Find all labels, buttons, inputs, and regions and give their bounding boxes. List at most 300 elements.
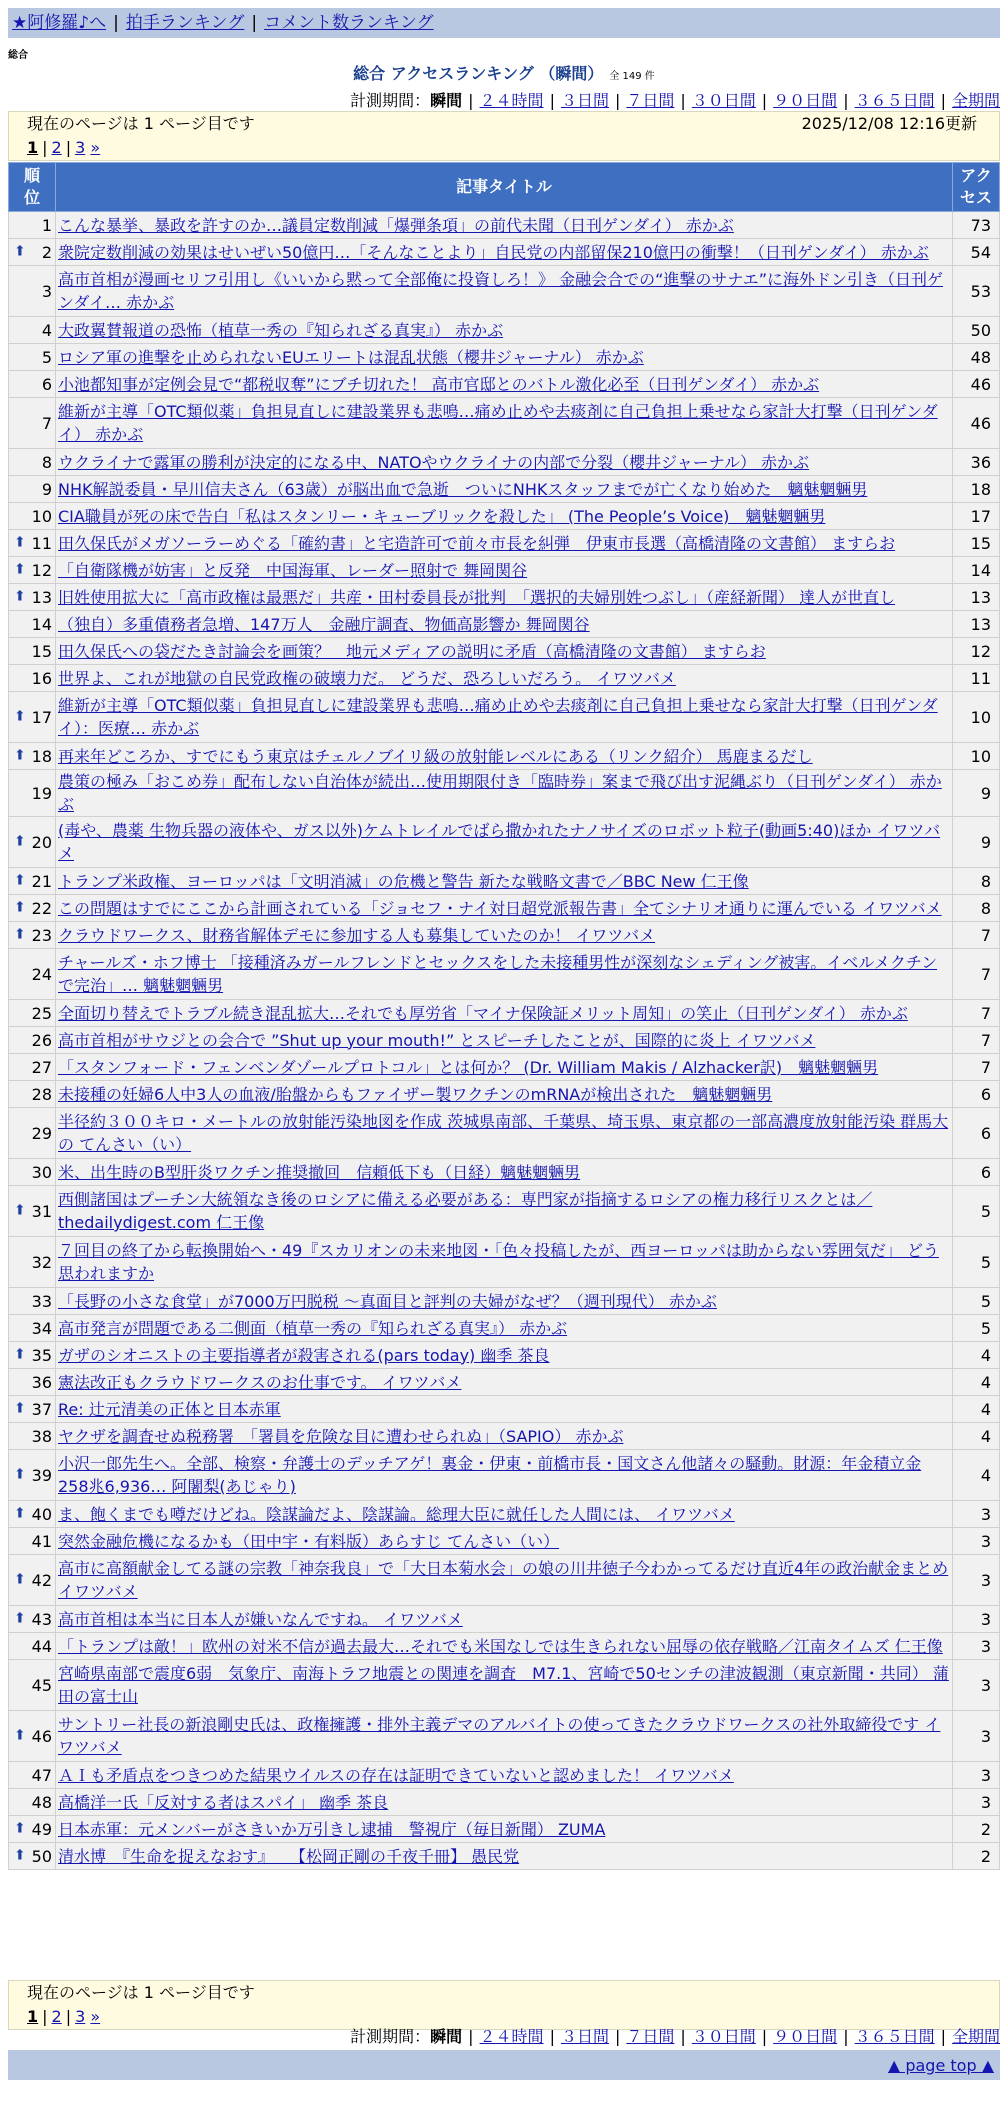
period-link[interactable]: ３６５日間 [854,2027,935,2046]
rank-cell [9,770,56,817]
access-count: 7 [953,949,1000,1000]
pager-link[interactable]: 2 [51,138,62,157]
article-link[interactable]: 衆院定数削減の効果はせいぜい50億円…「そんなことより」自民党の内部留保210億円の衝撃！（日刊ゲンダイ） 赤かぶ [58,242,929,262]
period-link[interactable]: ９０日間 [773,2027,838,2046]
table-row [9,1369,1000,1396]
article-link[interactable]: 「長野の小さな食堂」が7000万円脱税 ～真面目と評判の夫婦がなぜ？（週刊現代） 赤かぶ [58,1291,717,1311]
table-row [9,868,1000,895]
pager-separator: | [65,2007,72,2026]
article-link[interactable]: ＡＩも矛盾点をつきつめた結果ウイルスの存在は証明できていないと認めました！ イワツバメ [58,1765,734,1785]
period-separator: | [468,2027,474,2046]
nav-separator: | [113,13,119,33]
article-link[interactable]: 「トランプは敵！」欧州の対米不信が過去最大…それでも米国なしでは生きられない屈辱の依存戦略／江南タイムズ 仁王像 [58,1636,943,1656]
period-link[interactable]: ３日間 [560,91,609,110]
rank-cell [9,344,56,371]
period-separator: | [843,2027,849,2046]
article-link[interactable]: チャールズ・ホフ博士 「接種済みガールフレンドとセックスをした未接種男性が深刻なシェディング被害。イベルメクチンで完治」… 魑魅魍魎男 [58,953,938,995]
title-cell [56,638,953,665]
table-row [9,895,1000,922]
up-arrow-icon: ⬆ [14,534,26,551]
table-row [9,1762,1000,1789]
rank-number: 48 [31,1792,52,1812]
rank-number: 9 [41,479,52,499]
access-count: 13 [953,584,1000,611]
title-cell [56,1237,953,1288]
rank-cell [9,743,56,770]
rank-cell [9,584,56,611]
title-cell [56,1000,953,1027]
page-title [0,61,1008,84]
period-link[interactable]: ３６５日間 [854,91,935,110]
table-row [9,503,1000,530]
title-cell [56,692,953,743]
access-count: 11 [953,665,1000,692]
table-row [9,1555,1000,1606]
rank-cell [9,266,56,317]
access-count: 8 [953,895,1000,922]
access-count: 3 [953,1606,1000,1633]
title-cell [56,1108,953,1159]
access-count: 3 [953,1762,1000,1789]
title-cell [56,449,953,476]
rank-cell [9,1369,56,1396]
rank-number: 45 [31,1675,52,1695]
table-row [9,1237,1000,1288]
pager-current: 1 [27,2007,39,2026]
period-separator: | [614,91,621,110]
article-link[interactable]: こんな暴挙、暴政を許すのか…議員定数削減「爆弾条項」の前代未聞（日刊ゲンダイ） 赤かぶ [58,215,734,235]
article-link[interactable]: 維新が主導「OTC類似薬」負担見直しに建設業界も悲鳴…痛め止めや去痰剤に自己負担上乗せなら家計大打撃（日刊ゲンダイ） 赤かぶ [58,402,938,444]
access-count: 4 [953,1450,1000,1501]
rank-number: 3 [41,281,52,301]
rank-cell [9,949,56,1000]
access-count: 15 [953,530,1000,557]
title-cell [56,1054,953,1081]
table-row [9,1000,1000,1027]
rank-number: 28 [31,1084,52,1104]
access-count: 5 [953,1186,1000,1237]
rank-number: 46 [31,1726,52,1746]
rank-number: 39 [31,1465,52,1485]
access-count: 6 [953,1159,1000,1186]
title-cell [56,398,953,449]
rank-cell [9,530,56,557]
title-cell [56,743,953,770]
article-link[interactable]: 世界よ、これが地獄の自民党政権の破壊力だ。 どうだ、恐ろしいだろう。 イワツバメ [58,668,676,688]
article-link[interactable]: 田久保氏がメガソーラーめぐる「確約書」と宅造許可で前々市長を糾弾 伊東市長選（高橋清隆の文書館） ますらお [58,533,896,553]
title-cell [56,503,953,530]
article-link[interactable]: クラウドワークス、財務省解体デモに参加する人も募集していたのか！ イワツバメ [58,925,656,945]
period-separator: | [761,91,768,110]
article-link[interactable]: 高市発言が問題である二側面（植草一秀の『知られざる真実』） 赤かぶ [58,1318,568,1338]
access-count: 50 [953,317,1000,344]
rank-cell [9,1027,56,1054]
clap-ranking-link[interactable]: 拍手ランキング [125,13,245,33]
article-link[interactable]: CIA職員が死の床で告白「私はスタンリー・キューブリックを殺した」 (The People’s Voice) 魑魅魍魎男 [58,506,826,526]
access-count: 5 [953,1315,1000,1342]
table-row [9,1027,1000,1054]
period-link[interactable]: ３日間 [560,2027,609,2046]
rank-number: 26 [31,1030,52,1050]
rank-cell [9,1315,56,1342]
title-cell [56,1288,953,1315]
pager-next[interactable]: » [90,138,101,157]
rank-cell [9,239,56,266]
article-link[interactable]: Re: 辻元清美の正体と日本赤軍 [58,1399,281,1419]
article-link[interactable]: 農策の極み「おこめ券」配布しない自治体が続出…使用期限付き「臨時券」案まで飛び出す泥縄ぶり（日刊ゲンダイ） 赤かぶ [58,772,942,814]
article-link[interactable]: 高市首相がサウジとの会合で ”Shut up your mouth!” とスピーチしたことが、国際的に炎上 イワツバメ [58,1030,816,1050]
up-arrow-icon: ⬆ [14,899,26,916]
rank-number: 4 [41,320,52,340]
rank-cell [9,476,56,503]
article-link[interactable]: 「自衛隊機が妨害」と反発 中国海軍、レーダー照射で 舞岡関谷 [58,560,528,580]
rank-cell [9,611,56,638]
up-arrow-icon: ⬆ [14,833,26,850]
table-row [9,1843,1000,1870]
period-link[interactable]: 全期間 [951,91,1000,110]
rank-number: 30 [31,1162,52,1182]
title-cell [56,1816,953,1843]
article-link[interactable]: 高橋洋一氏「反対する者はスパイ」 幽季 茶良 [58,1792,389,1812]
title-cell [56,584,953,611]
title-cell [56,1843,953,1870]
title-cell [56,1159,953,1186]
title-header: 記事タイトル [56,163,953,212]
item-count: 全 149 件 [609,71,655,82]
rank-number: 20 [31,832,52,852]
article-link[interactable]: 「スタンフォード・フェンベンダゾールプロトコル」とは何か？ (Dr. William Makis / Alzhacker訳) 魑魅魍魎男 [58,1057,879,1077]
rank-number: 15 [31,641,52,661]
up-arrow-icon: ⬆ [14,1571,26,1588]
title-cell [56,476,953,503]
up-arrow-icon: ⬆ [14,926,26,943]
table-row [9,212,1000,239]
article-link[interactable]: 西側諸国はプーチン大統領なき後のロシアに備える必要がある：専門家が指摘するロシアの権力移行リスクとは／thedailydigest.com 仁王像 [58,1190,873,1232]
up-arrow-icon: ⬆ [14,1727,26,1744]
article-link[interactable]: 大政翼賛報道の恐怖（植草一秀の『知られざる真実』） 赤かぶ [58,320,504,340]
rank-number: 36 [31,1372,52,1392]
rank-number: 40 [31,1504,52,1524]
title-cell [56,665,953,692]
article-link[interactable]: 維新が主導「OTC類似薬」負担見直しに建設業界も悲鳴…痛め止めや去痰剤に自己負担上乗せなら家計大打撃（日刊ゲンダイ）：医療… 赤かぶ [58,696,938,738]
article-link[interactable]: ヤクザを調査せぬ税務署 「署員を危険な目に遭わせられぬ」（SAPIO） 赤かぶ [58,1426,624,1446]
table-row [9,1186,1000,1237]
rank-number: 41 [31,1531,52,1551]
rank-number: 37 [31,1399,52,1419]
access-count: 6 [953,1108,1000,1159]
pager-link[interactable]: 3 [75,2007,86,2026]
comment-ranking-link[interactable]: コメント数ランキング [264,13,434,33]
up-arrow-icon: ⬆ [14,588,26,605]
access-count: 3 [953,1660,1000,1711]
access-count: 3 [953,1789,1000,1816]
title-cell [56,1528,953,1555]
rank-cell [9,1288,56,1315]
article-link[interactable]: トランプ米政権、ヨーロッパは「文明消滅」の危機と警告 新たな戦略文書で／BBC New 仁王像 [58,871,749,891]
access-count: 17 [953,503,1000,530]
rank-number: 18 [31,746,52,766]
access-count: 48 [953,344,1000,371]
up-arrow-icon: ⬆ [14,708,26,725]
rank-cell [9,1633,56,1660]
rank-cell [9,1108,56,1159]
table-row [9,1660,1000,1711]
table-row [9,1159,1000,1186]
article-link[interactable]: 高市に高額献金してる謎の宗教「神奈我良」で「大日本菊水会」の娘の川井徳子今わかってるだけ直近4年の政治献金まとめ イワツバメ [58,1559,949,1601]
up-arrow-icon: ⬆ [14,1346,26,1363]
title-cell [56,1633,953,1660]
article-link[interactable]: 全面切り替えでトラブル続き混乱拡大…それでも厚労省「マイナ保険証メリット周知」の笑止（日刊ゲンダイ） 赤かぶ [58,1003,908,1023]
article-link[interactable]: 小沢一郎先生へ。全部、検察・弁護士のデッチアゲ！裏金・伊東・前橋市長・国文さん他諸々の騒動。財源：年金積立金258兆6,936… 阿闍梨(あじゃり) [58,1454,922,1496]
rank-number: 43 [31,1609,52,1629]
access-count: 10 [953,743,1000,770]
article-link[interactable]: 小池都知事が定例会見で“都税収奪”にブチ切れた！ 高市官邸とのバトル激化必至（日刊ゲンダイ） 赤かぶ [58,374,820,394]
ranking-table [8,162,1000,1870]
up-arrow-icon: ⬆ [14,1400,26,1417]
rank-cell [9,1660,56,1711]
access-count: 73 [953,212,1000,239]
access-count: 13 [953,611,1000,638]
rank-cell [9,638,56,665]
article-link[interactable]: (毒や、農薬 生物兵器の液体や、ガス以外)ケムトレイルでばら撒かれたナノサイズのロボット粒子(動画5:40)ほか イワツバメ [58,821,941,863]
up-arrow-icon: ⬆ [14,1610,26,1627]
access-count: 8 [953,868,1000,895]
period-separator: | [614,2027,621,2046]
rank-number: 23 [31,925,52,945]
rank-number: 12 [31,560,52,580]
title-cell [56,1501,953,1528]
rank-number: 38 [31,1426,52,1446]
rank-number: 31 [31,1201,52,1221]
rank-cell [9,317,56,344]
table-row [9,611,1000,638]
article-link[interactable]: 日本赤軍：元メンバーがさきいか万引きし逮捕 警視庁（毎日新聞） ZUMA [58,1819,606,1839]
access-count: 46 [953,398,1000,449]
rank-number: 50 [31,1846,52,1866]
rank-number: 29 [31,1123,52,1143]
title-cell [56,1342,953,1369]
article-link[interactable]: 清水博 『生命を捉えなおす』 【松岡正剛の千夜千冊】 愚民党 [58,1846,520,1866]
title-cell [56,1186,953,1237]
rank-number: 11 [31,533,52,553]
article-link[interactable]: ウクライナで露軍の勝利が決定的になる中、NATOやウクライナの内部で分裂（櫻井ジャーナル） 赤かぶ [58,452,810,472]
table-row [9,1315,1000,1342]
rank-cell [9,692,56,743]
title-cell [56,1396,953,1423]
table-header-row [9,163,1000,212]
article-link[interactable]: ７回目の終了から転換開始へ・49『スカリオンの未来地図・「色々投稿したが、西ヨーロッパは助からない雰囲気だ」 どう思われますか [58,1241,939,1283]
article-link[interactable]: 宮崎県南部で震度6弱 気象庁、南海トラフ地震との関連を調査 M7.1、宮崎で50センチの津波観測（東京新聞・共同） 蒲田の富士山 [58,1664,949,1706]
title-cell [56,1027,953,1054]
pager-link[interactable]: 2 [51,2007,62,2026]
rank-number: 44 [31,1636,52,1656]
period-selector-top [350,88,1000,111]
rank-cell [9,371,56,398]
rank-cell [9,1342,56,1369]
rank-cell [9,449,56,476]
up-arrow-icon: ⬆ [14,747,26,764]
article-link[interactable]: 米、出生時のB型肝炎ワクチン推奨撤回 信頼低下も（日経）魑魅魍魎男 [58,1162,581,1182]
rank-cell [9,1396,56,1423]
access-count: 2 [953,1816,1000,1843]
access-count: 9 [953,817,1000,868]
period-selector-bottom [350,2024,1000,2047]
rank-number: 47 [31,1765,52,1785]
rank-number: 42 [31,1570,52,1590]
article-link[interactable]: 高市首相は本当に日本人が嫌いなんですね。 イワツバメ [58,1609,463,1629]
article-link[interactable]: 高市首相が漫画セリフ引用し《いいから黙って全部俺に投資しろ！》 金融会合での“進撃のサナエ”に海外ドン引き（日刊ゲンダイ… 赤かぶ [58,270,944,312]
rank-cell [9,1237,56,1288]
rank-cell [9,1816,56,1843]
rank-cell [9,557,56,584]
up-arrow-icon: ⬆ [14,1820,26,1837]
title-cell [56,371,953,398]
rank-number: 10 [31,506,52,526]
period-link[interactable]: ７日間 [626,91,675,110]
title-cell [56,212,953,239]
article-link[interactable]: （独自）多重債務者急増、147万人 金融庁調査、物価高影響か 舞岡関谷 [58,614,590,634]
title-cell [56,1369,953,1396]
rank-cell [9,868,56,895]
nav-separator: | [251,13,258,33]
article-link[interactable]: この問題はすでにここから計画されている「ジョセフ・ナイ対日超党派報告書」全てシナリオ通りに運んでいる イワツバメ [58,898,942,918]
title-cell [56,317,953,344]
rank-number: 19 [31,783,52,803]
period-link[interactable]: ７日間 [626,2027,675,2046]
rank-cell [9,922,56,949]
access-count: 53 [953,266,1000,317]
article-link[interactable]: 未接種の妊婦6人中3人の血液/胎盤からもファイザー製ワクチンのmRNAが検出された 魑魅魍魎男 [58,1084,773,1104]
period-link[interactable]: ３０日間 [691,2027,756,2046]
title-cell [56,1606,953,1633]
table-row [9,1711,1000,1762]
article-link[interactable]: ロシア軍の進撃を止められないEUエリートは混乱状態（櫻井ジャーナル） 赤かぶ [58,347,644,367]
rank-cell [9,665,56,692]
rank-number: 34 [31,1318,52,1338]
title-cell [56,344,953,371]
period-link[interactable]: ９０日間 [773,91,838,110]
period-separator: | [940,91,946,110]
article-link[interactable]: 半径約３００キロ・メートルの放射能汚染地図を作成 茨城県南部、千葉県、埼玉県、東京都の一部高濃度放射能汚染 群馬大の てんさい（い） [58,1112,949,1154]
table-row [9,1816,1000,1843]
rank-cell [9,817,56,868]
access-count: 7 [953,1054,1000,1081]
table-row [9,1396,1000,1423]
page-title-text: 総合 アクセスランキング （瞬間） [353,64,604,83]
current-page-text: 現在のページは 1 ページ目です [27,1983,255,2002]
period-link[interactable]: ２４時間 [479,91,544,110]
rank-cell [9,1555,56,1606]
table-row [9,1081,1000,1108]
rank-number: 16 [31,668,52,688]
rank-cell [9,398,56,449]
rank-cell [9,1528,56,1555]
access-count: 18 [953,476,1000,503]
access-count: 7 [953,922,1000,949]
rank-cell [9,1186,56,1237]
table-row [9,557,1000,584]
rank-number: 7 [41,413,52,433]
article-link[interactable]: 再来年どころか、すでにもう東京はチェルノブイリ級の放射能レベルにある（リンク紹介） 馬鹿まるだし [58,746,813,766]
rank-cell [9,1606,56,1633]
table-row [9,1633,1000,1660]
rank-cell [9,212,56,239]
pager-top [8,111,1000,161]
title-cell [56,1555,953,1606]
rank-cell [9,1159,56,1186]
article-link[interactable]: 突然金融危機になるかも（田中宇・有料版）あらすじ てんさい（い） [58,1531,560,1551]
rank-number: 33 [31,1291,52,1311]
article-link[interactable]: 田久保氏への袋だたき討論会を画策？ 地元メディアの説明に矛盾（高橋清隆の文書館） ますらお [58,641,766,661]
title-cell [56,1711,953,1762]
access-count: 46 [953,371,1000,398]
title-cell [56,266,953,317]
pager-link[interactable]: 3 [75,138,86,157]
article-link[interactable]: ま、飽くまでも噂だけどね。陰謀論だよ、陰謀論。総理大臣に就任した人間には、 イワツバメ [58,1504,735,1524]
access-count: 4 [953,1342,1000,1369]
footer-bar [8,2050,1000,2080]
page-top-link[interactable]: ▲ page top ▲ [887,2056,994,2075]
access-count: 36 [953,449,1000,476]
table-row [9,1423,1000,1450]
title-cell [56,1660,953,1711]
rank-cell [9,895,56,922]
article-link[interactable]: 憲法改正もクラウドワークスのお仕事です。 イワツバメ [58,1372,462,1392]
period-current: 瞬間 [430,2027,463,2046]
article-link[interactable]: 旧姓使用拡大に「高市政権は最悪だ」共産・田村委員長が批判 「選択的夫婦別姓つぶし」（産経新聞） 達人が世直し [58,587,896,607]
rank-cell [9,1501,56,1528]
access-count: 7 [953,1000,1000,1027]
period-link[interactable]: ３０日間 [691,91,756,110]
table-row [9,1501,1000,1528]
table-row [9,638,1000,665]
rank-number: 14 [31,614,52,634]
table-row [9,1450,1000,1501]
article-link[interactable]: NHK解説委員・早川信夫さん（63歳）が脳出血で急逝 ついにNHKスタッフまでが亡くなり始めた 魑魅魍魎男 [58,479,868,499]
home-link[interactable]: ★阿修羅♪へ [12,13,107,33]
rank-number: 2 [41,242,52,262]
period-link[interactable]: ２４時間 [479,2027,544,2046]
title-cell [56,1789,953,1816]
period-link[interactable]: 全期間 [951,2027,1000,2046]
article-link[interactable]: ガザのシオニストの主要指導者が殺害される(pars today) 幽季 茶良 [58,1345,550,1365]
title-cell [56,557,953,584]
rank-cell [9,1000,56,1027]
article-link[interactable]: サントリー社長の新浪剛史氏は、政権擁護・排外主義デマのアルバイトの使ってきたクラウドワークスの社外取締役です イワツバメ [58,1715,941,1757]
access-count: 3 [953,1528,1000,1555]
period-separator: | [680,91,686,110]
table-row [9,949,1000,1000]
rank-cell [9,1711,56,1762]
table-row [9,770,1000,817]
table-row [9,922,1000,949]
updated-timestamp: 2025/12/08 12:16更新 [801,114,977,133]
period-separator: | [468,91,474,110]
pager-bottom [8,1980,1000,2030]
table-row [9,1054,1000,1081]
rank-cell [9,503,56,530]
rank-cell [9,1789,56,1816]
pager-next[interactable]: » [90,2007,101,2026]
table-row [9,1528,1000,1555]
table-row [9,239,1000,266]
rank-number: 49 [31,1819,52,1839]
period-current: 瞬間 [430,91,463,110]
access-count: 3 [953,1633,1000,1660]
table-row [9,1108,1000,1159]
up-arrow-icon: ⬆ [14,872,26,889]
access-count: 54 [953,239,1000,266]
